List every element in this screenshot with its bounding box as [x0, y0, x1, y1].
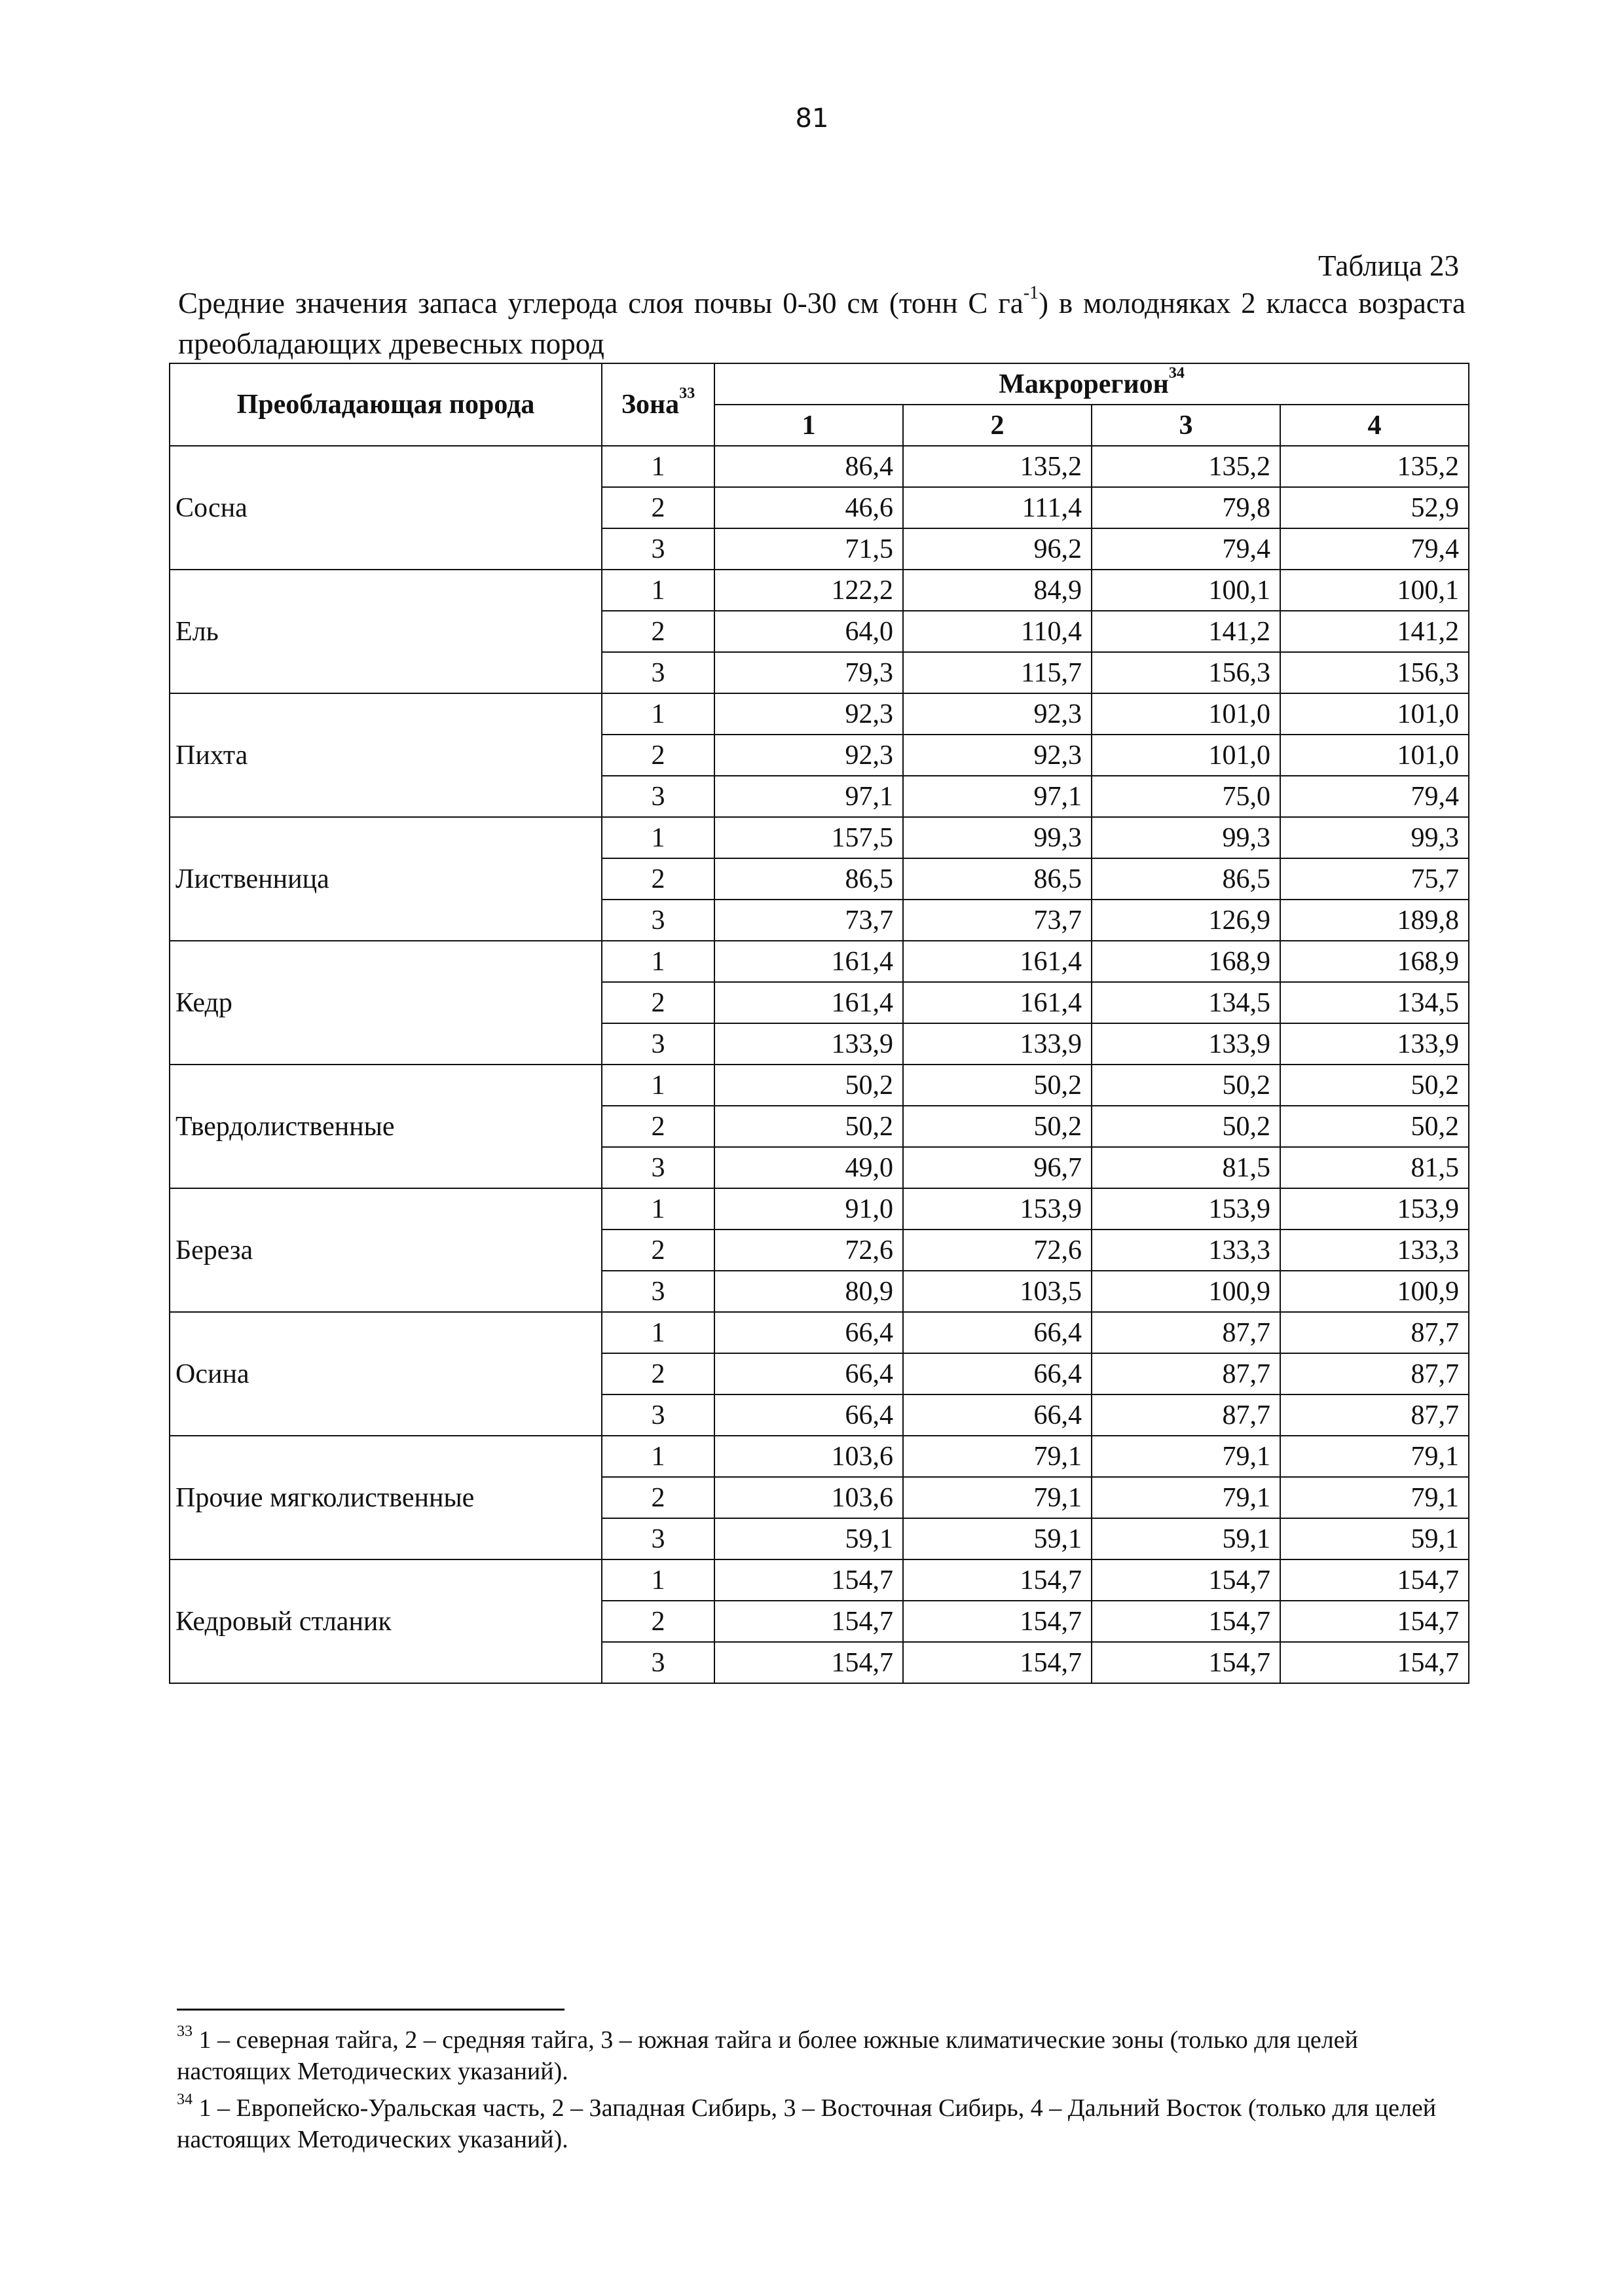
value-cell-region-2: 115,7 — [903, 652, 1092, 693]
value-cell-region-3: 86,5 — [1092, 858, 1280, 900]
value-cell-region-3: 154,7 — [1092, 1559, 1280, 1601]
value-cell-region-2: 103,5 — [903, 1271, 1092, 1312]
value-cell-region-4: 87,7 — [1280, 1394, 1469, 1436]
zone-cell: 2 — [602, 1353, 714, 1394]
zone-cell: 1 — [602, 1436, 714, 1477]
value-cell-region-1: 157,5 — [714, 817, 903, 858]
value-cell-region-2: 161,4 — [903, 941, 1092, 982]
footnote-34: $^{34}$ 1 – Европейско-Уральская часть, 2 – Западная Сибирь, 3 – Восточная Сибирь, 4 – Дальний Восток (только для целей настоящих Методических указаний). — [177, 2091, 1437, 2153]
zone-cell: 2 — [602, 1230, 714, 1271]
value-cell-region-3: 79,1 — [1092, 1477, 1280, 1518]
value-cell-region-2: 96,7 — [903, 1147, 1092, 1188]
value-cell-region-3: 79,4 — [1092, 528, 1280, 570]
table-row — [170, 1065, 1469, 1106]
header-region-3: 3 — [1092, 405, 1280, 446]
value-cell-region-2: 99,3 — [903, 817, 1092, 858]
header-macroregion: Макрорегион$^{34}$ — [714, 363, 1469, 405]
value-cell-region-3: 168,9 — [1092, 941, 1280, 982]
value-cell-region-3: 59,1 — [1092, 1518, 1280, 1559]
value-cell-region-4: 133,3 — [1280, 1230, 1469, 1271]
value-cell-region-4: 141,2 — [1280, 611, 1469, 652]
zone-cell: 1 — [602, 1065, 714, 1106]
value-cell-region-1: 49,0 — [714, 1147, 903, 1188]
value-cell-region-4: 154,7 — [1280, 1559, 1469, 1601]
value-cell-region-3: 154,7 — [1092, 1642, 1280, 1683]
table-caption — [178, 283, 1466, 364]
table-row — [170, 1559, 1469, 1601]
value-cell-region-4: 50,2 — [1280, 1065, 1469, 1106]
value-cell-region-3: 99,3 — [1092, 817, 1280, 858]
value-cell-region-1: 103,6 — [714, 1436, 903, 1477]
table-row — [170, 570, 1469, 611]
zone-cell: 3 — [602, 776, 714, 817]
zone-cell: 3 — [602, 900, 714, 941]
value-cell-region-4: 154,7 — [1280, 1642, 1469, 1683]
value-cell-region-4: 156,3 — [1280, 652, 1469, 693]
value-cell-region-3: 87,7 — [1092, 1353, 1280, 1394]
species-cell: Ель — [170, 570, 602, 693]
value-cell-region-4: 101,0 — [1280, 693, 1469, 735]
value-cell-region-4: 100,9 — [1280, 1271, 1469, 1312]
value-cell-region-3: 141,2 — [1092, 611, 1280, 652]
value-cell-region-3: 50,2 — [1092, 1106, 1280, 1147]
table-number: Таблица 23 — [1318, 249, 1459, 282]
value-cell-region-3: 87,7 — [1092, 1394, 1280, 1436]
value-cell-region-3: 87,7 — [1092, 1312, 1280, 1353]
page-number: 81 — [795, 103, 829, 134]
value-cell-region-1: 161,4 — [714, 982, 903, 1023]
value-cell-region-3: 79,1 — [1092, 1436, 1280, 1477]
species-cell: Пихта — [170, 693, 602, 817]
header-region-4: 4 — [1280, 405, 1469, 446]
value-cell-region-4: 87,7 — [1280, 1353, 1469, 1394]
value-cell-region-4: 79,1 — [1280, 1436, 1469, 1477]
value-cell-region-2: 97,1 — [903, 776, 1092, 817]
zone-cell: 1 — [602, 1188, 714, 1230]
value-cell-region-1: 66,4 — [714, 1312, 903, 1353]
zone-cell: 2 — [602, 1601, 714, 1642]
value-cell-region-3: 101,0 — [1092, 693, 1280, 735]
value-cell-region-4: 133,9 — [1280, 1023, 1469, 1065]
value-cell-region-1: 80,9 — [714, 1271, 903, 1312]
footnotes — [177, 2024, 1460, 2160]
zone-cell: 2 — [602, 735, 714, 776]
value-cell-region-3: 100,9 — [1092, 1271, 1280, 1312]
value-cell-region-1: 50,2 — [714, 1106, 903, 1147]
value-cell-region-3: 156,3 — [1092, 652, 1280, 693]
species-cell: Твердолиственные — [170, 1065, 602, 1188]
value-cell-region-2: 79,1 — [903, 1436, 1092, 1477]
zone-cell: 3 — [602, 1023, 714, 1065]
zone-cell: 2 — [602, 858, 714, 900]
caption-text-end: ) в молодняках 2 класса возраста преобладающих древесных пород — [178, 287, 1466, 360]
table-row — [170, 1312, 1469, 1353]
zone-cell: 3 — [602, 1271, 714, 1312]
value-cell-region-4: 168,9 — [1280, 941, 1469, 982]
value-cell-region-1: 71,5 — [714, 528, 903, 570]
value-cell-region-1: 66,4 — [714, 1394, 903, 1436]
value-cell-region-3: 81,5 — [1092, 1147, 1280, 1188]
value-cell-region-2: 92,3 — [903, 735, 1092, 776]
zone-cell: 3 — [602, 652, 714, 693]
value-cell-region-4: 101,0 — [1280, 735, 1469, 776]
value-cell-region-2: 110,4 — [903, 611, 1092, 652]
zone-cell: 1 — [602, 446, 714, 487]
value-cell-region-4: 99,3 — [1280, 817, 1469, 858]
value-cell-region-1: 64,0 — [714, 611, 903, 652]
value-cell-region-4: 52,9 — [1280, 487, 1469, 528]
zone-cell: 2 — [602, 487, 714, 528]
value-cell-region-2: 135,2 — [903, 446, 1092, 487]
value-cell-region-1: 46,6 — [714, 487, 903, 528]
value-cell-region-4: 135,2 — [1280, 446, 1469, 487]
value-cell-region-3: 153,9 — [1092, 1188, 1280, 1230]
value-cell-region-1: 154,7 — [714, 1601, 903, 1642]
value-cell-region-4: 50,2 — [1280, 1106, 1469, 1147]
value-cell-region-2: 154,7 — [903, 1642, 1092, 1683]
value-cell-region-1: 161,4 — [714, 941, 903, 982]
value-cell-region-2: 66,4 — [903, 1353, 1092, 1394]
zone-cell: 2 — [602, 1477, 714, 1518]
value-cell-region-4: 79,4 — [1280, 528, 1469, 570]
zone-cell: 2 — [602, 1106, 714, 1147]
value-cell-region-4: 75,7 — [1280, 858, 1469, 900]
table-row — [170, 693, 1469, 735]
value-cell-region-1: 122,2 — [714, 570, 903, 611]
value-cell-region-1: 97,1 — [714, 776, 903, 817]
value-cell-region-2: 92,3 — [903, 693, 1092, 735]
zone-footnote-ref: 33 — [679, 385, 695, 402]
value-cell-region-1: 92,3 — [714, 693, 903, 735]
value-cell-region-3: 79,8 — [1092, 487, 1280, 528]
value-cell-region-3: 75,0 — [1092, 776, 1280, 817]
value-cell-region-1: 154,7 — [714, 1559, 903, 1601]
value-cell-region-3: 100,1 — [1092, 570, 1280, 611]
table-row — [170, 1188, 1469, 1230]
value-cell-region-4: 79,1 — [1280, 1477, 1469, 1518]
value-cell-region-2: 153,9 — [903, 1188, 1092, 1230]
zone-cell: 3 — [602, 1394, 714, 1436]
value-cell-region-2: 50,2 — [903, 1065, 1092, 1106]
macroregion-footnote-ref: 34 — [1168, 364, 1185, 382]
zone-cell: 2 — [602, 611, 714, 652]
value-cell-region-1: 66,4 — [714, 1353, 903, 1394]
value-cell-region-2: 133,9 — [903, 1023, 1092, 1065]
footnote-33: $^{33}$ 1 – северная тайга, 2 – средняя тайга, 3 – южная тайга и более южные климатические зоны (только для целей настоящих Методических указаний). — [177, 2023, 1358, 2085]
value-cell-region-2: 86,5 — [903, 858, 1092, 900]
header-zone: Зона$^{33}$ — [602, 363, 714, 446]
value-cell-region-1: 91,0 — [714, 1188, 903, 1230]
zone-cell: 3 — [602, 1642, 714, 1683]
species-cell: Кедровый стланик — [170, 1559, 602, 1683]
table-body — [170, 446, 1469, 1683]
value-cell-region-2: 73,7 — [903, 900, 1092, 941]
value-cell-region-4: 189,8 — [1280, 900, 1469, 941]
table-row — [170, 1436, 1469, 1477]
value-cell-region-4: 154,7 — [1280, 1601, 1469, 1642]
zone-cell: 1 — [602, 693, 714, 735]
value-cell-region-4: 134,5 — [1280, 982, 1469, 1023]
value-cell-region-1: 79,3 — [714, 652, 903, 693]
value-cell-region-3: 135,2 — [1092, 446, 1280, 487]
species-cell: Осина — [170, 1312, 602, 1436]
zone-cell: 1 — [602, 941, 714, 982]
zone-cell: 3 — [602, 1147, 714, 1188]
value-cell-region-1: 133,9 — [714, 1023, 903, 1065]
header-species: Преобладающая порода — [170, 363, 602, 446]
zone-cell: 3 — [602, 1518, 714, 1559]
table-row — [170, 941, 1469, 982]
value-cell-region-1: 73,7 — [714, 900, 903, 941]
zone-cell: 2 — [602, 982, 714, 1023]
value-cell-region-4: 81,5 — [1280, 1147, 1469, 1188]
species-cell: Береза — [170, 1188, 602, 1312]
value-cell-region-2: 79,1 — [903, 1477, 1092, 1518]
value-cell-region-3: 50,2 — [1092, 1065, 1280, 1106]
value-cell-region-2: 161,4 — [903, 982, 1092, 1023]
table-row — [170, 817, 1469, 858]
value-cell-region-2: 66,4 — [903, 1394, 1092, 1436]
value-cell-region-4: 87,7 — [1280, 1312, 1469, 1353]
value-cell-region-2: 111,4 — [903, 487, 1092, 528]
value-cell-region-1: 103,6 — [714, 1477, 903, 1518]
caption-superscript: -1 — [1023, 283, 1039, 303]
value-cell-region-2: 50,2 — [903, 1106, 1092, 1147]
species-cell: Прочие мягколиственные — [170, 1436, 602, 1559]
value-cell-region-1: 86,5 — [714, 858, 903, 900]
value-cell-region-2: 154,7 — [903, 1601, 1092, 1642]
value-cell-region-4: 79,4 — [1280, 776, 1469, 817]
value-cell-region-2: 84,9 — [903, 570, 1092, 611]
value-cell-region-2: 59,1 — [903, 1518, 1092, 1559]
carbon-stock-table — [169, 363, 1469, 1684]
value-cell-region-3: 134,5 — [1092, 982, 1280, 1023]
zone-cell: 3 — [602, 528, 714, 570]
species-cell: Лиственница — [170, 817, 602, 941]
species-cell: Кедр — [170, 941, 602, 1065]
value-cell-region-3: 133,9 — [1092, 1023, 1280, 1065]
value-cell-region-1: 50,2 — [714, 1065, 903, 1106]
value-cell-region-2: 72,6 — [903, 1230, 1092, 1271]
value-cell-region-4: 59,1 — [1280, 1518, 1469, 1559]
table-row — [170, 446, 1469, 487]
value-cell-region-1: 86,4 — [714, 446, 903, 487]
zone-cell: 1 — [602, 1312, 714, 1353]
header-region-1: 1 — [714, 405, 903, 446]
caption-text: Средние значения запаса углерода слоя почвы 0-30 см (тонн С га — [178, 287, 1024, 319]
zone-cell: 1 — [602, 1559, 714, 1601]
value-cell-region-1: 72,6 — [714, 1230, 903, 1271]
species-cell: Сосна — [170, 446, 602, 570]
header-region-2: 2 — [903, 405, 1092, 446]
value-cell-region-3: 154,7 — [1092, 1601, 1280, 1642]
footnote-divider — [177, 2009, 564, 2011]
value-cell-region-3: 101,0 — [1092, 735, 1280, 776]
value-cell-region-4: 153,9 — [1280, 1188, 1469, 1230]
zone-cell: 1 — [602, 817, 714, 858]
value-cell-region-1: 59,1 — [714, 1518, 903, 1559]
value-cell-region-4: 100,1 — [1280, 570, 1469, 611]
value-cell-region-3: 133,3 — [1092, 1230, 1280, 1271]
value-cell-region-2: 66,4 — [903, 1312, 1092, 1353]
value-cell-region-2: 154,7 — [903, 1559, 1092, 1601]
value-cell-region-1: 154,7 — [714, 1642, 903, 1683]
value-cell-region-2: 96,2 — [903, 528, 1092, 570]
value-cell-region-3: 126,9 — [1092, 900, 1280, 941]
value-cell-region-1: 92,3 — [714, 735, 903, 776]
zone-cell: 1 — [602, 570, 714, 611]
